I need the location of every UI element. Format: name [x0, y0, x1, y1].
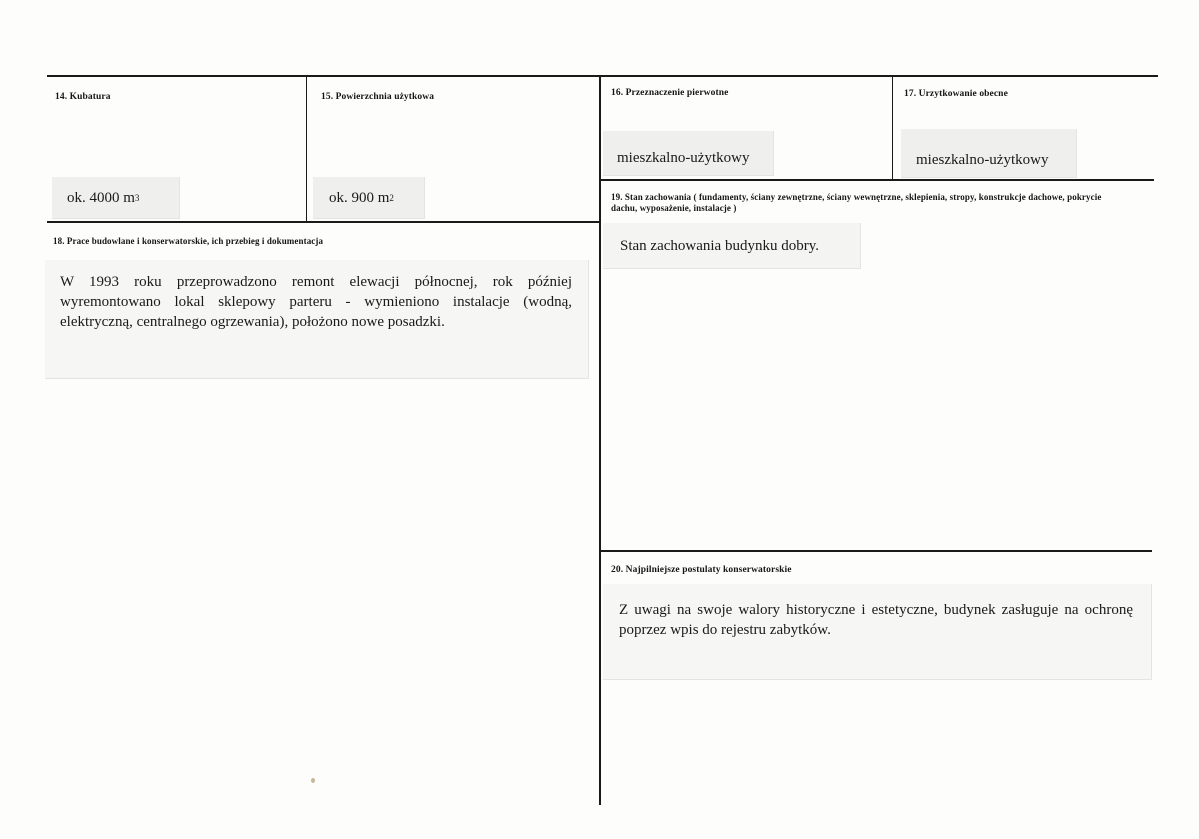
field-20-value	[603, 584, 1152, 680]
field-16-label: 16. Przeznaczenie pierwotne	[611, 88, 729, 98]
field-16-value-text: mieszkalno-użytkowy	[617, 150, 750, 166]
field-17-value-text: mieszkalno-użytkowy	[916, 152, 1049, 168]
field-18-value	[45, 260, 589, 379]
field-14-label: 14. Kubatura	[55, 92, 111, 102]
field-19-label: 19. Stan zachowania ( fundamenty, ściany zewnętrzne, ściany wewnętrzne, sklepienia, stropy, konstrukcje dachowe, pokrycie dachu, wyposażenie, instalacje )	[611, 192, 1102, 213]
field-20-value-text: Z uwagi na swoje walory historyczne i estetyczne, budynek zasługuje na ochronę poprzez wpis do rejestru zabytków.	[619, 602, 1133, 638]
divider-14-15	[306, 75, 307, 223]
field-19-value-text: Stan zachowania budynku dobry.	[620, 237, 819, 254]
field-15-value-text: ok. 900 m	[329, 189, 390, 206]
field-14-value-text: ok. 4000 m	[67, 189, 135, 206]
paper-speck	[311, 778, 315, 783]
field-18-value-text: W 1993 roku przeprowadzono remont elewacji północnej, rok później wyremontowano lokal sklepowy parteru - wymieniono instalacje (wodną, elektryczną, centralnego ogrzewania), położono nowe posadzki.	[60, 274, 572, 330]
field-15-label: 15. Powierzchnia użytkowa	[321, 92, 435, 102]
rule-under-row1-left	[47, 221, 600, 223]
divider-16-17	[892, 75, 893, 181]
field-17-label: 17. Urzytkowanie obecne	[904, 89, 1008, 99]
field-17-value	[901, 129, 1077, 178]
rule-above-field-20	[600, 550, 1152, 552]
center-divider	[599, 75, 601, 805]
field-18-label: 18. Prace budowlane i konserwatorskie, ich przebieg i dokumentacja	[53, 236, 324, 246]
field-16-value	[603, 131, 774, 176]
field-19-value	[603, 223, 861, 269]
field-14-value: ok. 4000 m 3	[52, 177, 180, 219]
field-15-value: ok. 900 m 2	[313, 177, 425, 219]
field-20-label: 20. Najpilniejsze postulaty konserwatorskie	[611, 565, 792, 575]
rule-under-row1-right	[600, 179, 1154, 181]
top-rule	[47, 75, 1158, 77]
